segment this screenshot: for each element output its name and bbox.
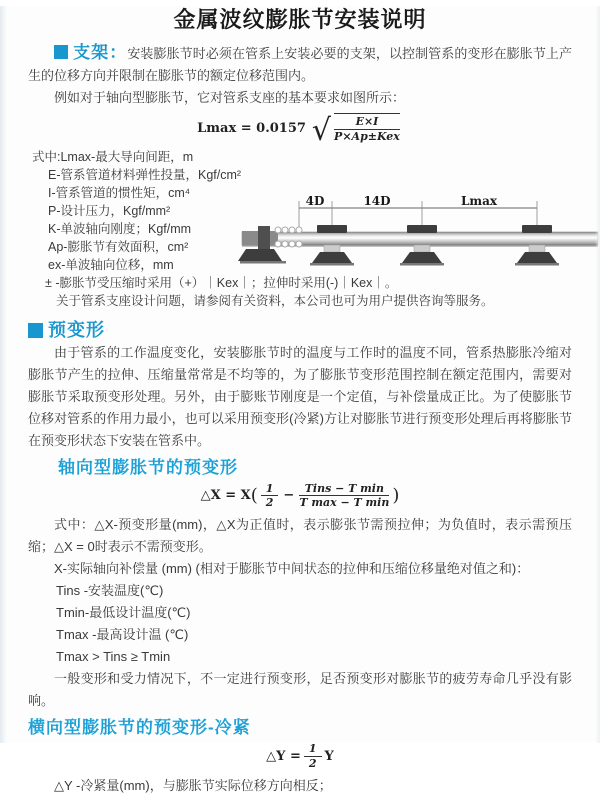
formula-lhs: Lmax = 0.0157: [197, 120, 306, 136]
definition-line: E-管系管道材料弹性投量，Kgf/cm²: [48, 167, 242, 182]
formula-lhs: △X = X: [200, 488, 251, 504]
document-page: [0, 6, 600, 793]
fraction-denominator: P×Ap±Kex: [334, 129, 400, 143]
fraction-numerator: Tins − T min: [299, 482, 389, 497]
definition-line: Ap-膨胀节有效面积，cm²: [48, 239, 189, 254]
page-title: 金属波纹膨胀节安装说明: [173, 7, 427, 32]
temp-definition-line: Tins -安装温度(℃): [56, 583, 164, 598]
axial-explain-paragraph: 式中：△X-预变形量(mm)，△X为正值时，表示膨张节需预拉伸；为负值时，表示需预压缩；△X = 0时表示不需预变形。: [28, 517, 572, 554]
sqrt-radical-icon: √: [311, 113, 332, 149]
fraction-denominator: T max − T min: [299, 496, 390, 510]
sqrt-radical: [311, 113, 403, 149]
pipe-support-diagram: [242, 194, 598, 278]
axial-x-note: X-实际轴向补偿量 (mm) (相对于膨胀节中间状态的拉伸和压缩位移量绝对值之和)：: [54, 561, 530, 576]
lmax-formula: [0, 113, 600, 149]
temp-definition-line: Tmax > Tins ≥ Tmin: [56, 649, 171, 664]
support-section-heading: 支架：: [73, 43, 128, 62]
axial-note: 一般变形和受力情况下，不一定进行预变形，足否预变形对膨胀节的疲劳寿命几乎没有影响。: [28, 671, 572, 708]
lateral-note: △Y -冷紧量(mm)，与膨胀节实际位移方向相反；: [54, 777, 332, 793]
lateral-formula: [0, 742, 600, 771]
fraction-denominator: 2: [265, 496, 274, 510]
sign-note-line: ± -膨胀节受压缩时采用（+）｜Kex｜；拉伸时采用(-)｜Kex｜。: [45, 275, 398, 290]
lateral-subheading: 横向型膨胀节的预变形-冷紧: [28, 718, 251, 737]
dimension-label: 14D: [363, 194, 391, 208]
predeform-paragraph: 由于管系的工作温度变化，安装膨胀节时的温度与工作时的温度不同，管系热膨胀冷缩对膨胀节产生的拉伸、压缩量常常是不均等的，为了膨胀节变形范围控制在额定范围内，需要对膨胀节采取预变形处理。另外，由于膨账节刚度是一个定值，与补偿量成正比。为了使膨胀节位移对管系的作用力最小，也可以采用预变形(冷紧)方让对膨胀节进行预变形处理后再将膨胀节在预变形状态下安装在管系中。: [28, 344, 572, 448]
support-intro-text: 安装膨胀节时必须在管系上安装必要的支架，以控制管系的变形在膨胀节上产生的位移方向并限制在膨胀节的额定位移范围内。: [28, 46, 572, 83]
fraction-denominator: 2: [308, 756, 317, 770]
temperature-fraction: [299, 482, 389, 511]
section-bullet-icon: [28, 323, 43, 338]
support-example-paragraph: 例如对于轴向型膨胀节，它对管系支座的基本要求如图所示：: [54, 90, 406, 105]
fraction-numerator: 1: [261, 482, 279, 497]
temp-definition-line: Tmax -最高设计温 (℃): [56, 627, 189, 642]
axial-subheading: 轴向型膨胀节的预变形: [58, 457, 238, 477]
definition-line: P-设计压力，Kgf/mm²: [48, 203, 171, 218]
support-intro-paragraph: [28, 42, 572, 87]
dimension-label: Lmax: [460, 194, 498, 208]
definition-line: 式中:Lmax-最大导向间距，m: [32, 149, 194, 164]
fraction-numerator: E×I: [334, 115, 400, 130]
formula-lhs: △Y =: [266, 748, 301, 764]
definition-line: ex-单波轴向位移，mm: [48, 257, 174, 272]
temp-definition-line: Tmin-最低设计温度(℃): [56, 605, 191, 620]
pipe: [242, 232, 598, 245]
formula-rhs: Y: [324, 748, 334, 764]
close-paren: ): [392, 485, 400, 507]
axial-formula: [0, 482, 600, 511]
consult-note-line: 关于管系支座设计问题，请参阅有关资料，本公司也可为用户提供咨询等服务。: [56, 293, 494, 308]
minus-sign: −: [283, 488, 295, 504]
definition-line: K-单波轴向刚度；Kgf/mm: [48, 221, 192, 236]
open-paren: (: [250, 485, 258, 507]
half-fraction: [304, 742, 322, 771]
definition-line: I-管系管道的惯性矩，cm⁴: [48, 185, 191, 200]
dimension-label: 4D: [305, 194, 325, 208]
predeform-heading-text: 预变形: [48, 319, 105, 340]
fraction-numerator: 1: [304, 742, 322, 757]
half-fraction: [261, 482, 279, 511]
lmax-fraction: [334, 113, 400, 144]
predeform-section-heading: [28, 320, 600, 340]
section-bullet-icon: [54, 45, 68, 59]
temperature-definitions: [56, 580, 600, 668]
